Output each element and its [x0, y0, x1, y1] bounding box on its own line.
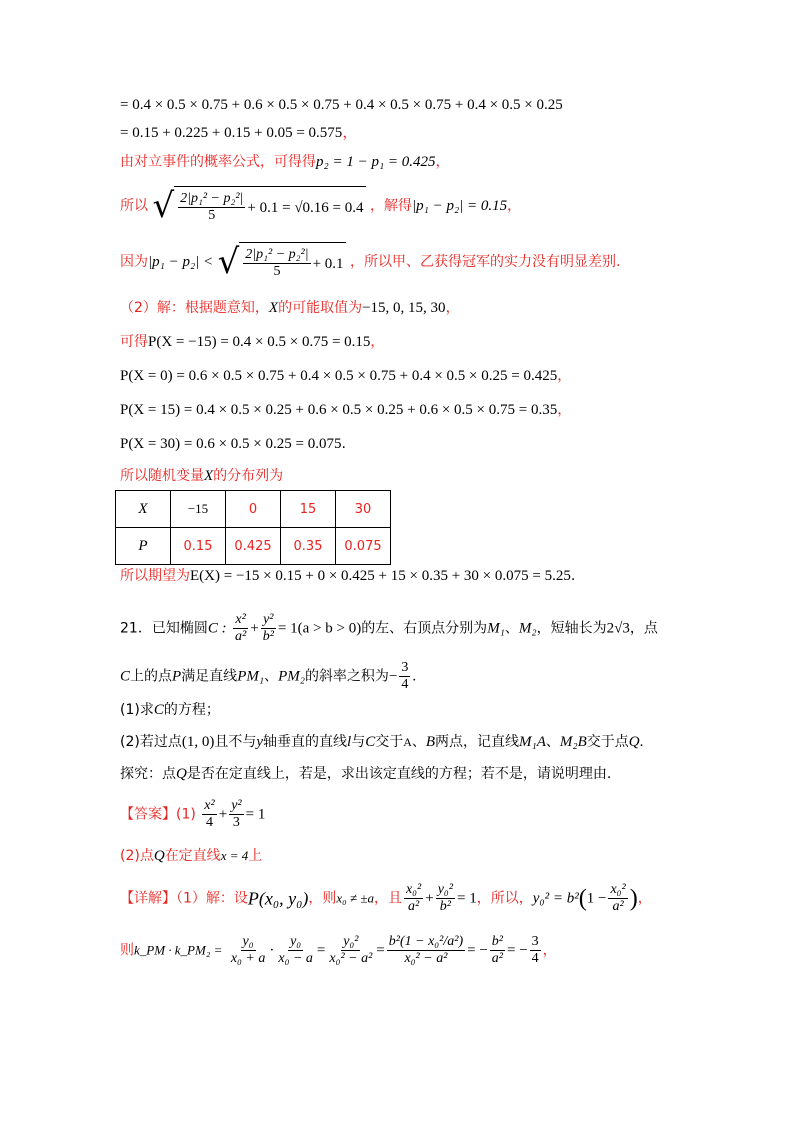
table-row [116, 491, 391, 528]
text: 所以 [120, 198, 148, 214]
symbol: = 1 [245, 806, 266, 823]
fraction: $\frac{3}{4}$ [531, 934, 539, 966]
punct: ， [445, 300, 460, 316]
punct: ， [435, 154, 450, 170]
fraction: $\frac{\text{y₀²}}{\text{x₀² − a²}}$ [329, 934, 373, 966]
calc-text: = 0.4 × 0.5 × 0.75 + 0.6 × 0.5 × 0.75 + 0.4 × 0.5 × 0.75 + 0.4 × 0.5 × 0.25 [120, 97, 563, 113]
symbol: C [365, 734, 376, 750]
prob-line-4 [120, 434, 346, 454]
fraction: $\frac{\text{x₀²}}{\text{a²}}$ [610, 882, 626, 914]
question-text: 、 [504, 620, 519, 637]
calc-line-1 [120, 95, 563, 115]
symbol: y [256, 734, 264, 750]
formula: |p₁ − p₂| = 0.15 [411, 198, 508, 214]
table-cell: 15 [281, 491, 336, 528]
question-text: 的斜率之积为 [304, 668, 389, 685]
prob-line-1 [120, 332, 384, 352]
detail-text: ，则 [308, 890, 337, 907]
detail-label: 【详解】 [120, 890, 176, 907]
formula: P(X = 30) = 0.6 × 0.5 × 0.25 = 0.075 [120, 436, 342, 452]
answer-line-1 [120, 798, 265, 831]
fraction: $\frac{\text{2|p₁² − p₂²|}}{5}$ [245, 247, 309, 279]
fraction: $\frac{\text{b²}}{\text{a²}}$ [491, 934, 503, 966]
symbol: l [347, 734, 352, 750]
symbol: . [639, 734, 644, 750]
formula: x = 4 [220, 848, 249, 863]
text: 可得 [120, 334, 148, 350]
text: 所以期望为 [120, 568, 190, 584]
distribution-caption [120, 466, 283, 486]
detail-text: ，所以， [476, 890, 533, 907]
answer-text: (1) [176, 806, 196, 823]
symbol: = [316, 942, 326, 959]
text: 所以随机变量 [120, 468, 204, 484]
detail-line-1: 【详解】（1）解：设P(x₀, y₀)，则x₀ ≠ ±a，且 $\frac{\text{x₀²}}{\text{a²}}$ + $\frac{\text{y₀²}}{\text{b²}}$ = 1，所以，y₀² = b²(1 − $\frac{\text{x₀²}}{\text{a²}}$ )， [120, 882, 652, 914]
symbol: − [388, 668, 398, 685]
punct: ， [507, 198, 522, 214]
fraction: $\frac{\text{y₀}}{\text{x₀ − a}}$ [278, 934, 313, 966]
table-cell: −15 [171, 491, 226, 528]
symbol: Q [176, 766, 187, 782]
fraction: $\frac{\text{2|p₁² − p₂²|}}{5}$ [180, 191, 244, 223]
symbol: Q [153, 848, 165, 864]
formula: x₀ ≠ ±a [336, 890, 374, 906]
table-cell: 0.15 [171, 528, 226, 565]
question-21-part-2 [120, 732, 643, 752]
formula: (1, 0) [181, 734, 215, 750]
calc-line-2 [120, 123, 357, 143]
answer-text: (2)点 [120, 848, 154, 864]
formula: |p₁ − p₂| < [148, 254, 214, 270]
variable: X [268, 300, 279, 316]
text: ，解得 [369, 198, 412, 214]
answer-text: 在定直线 [164, 848, 221, 864]
punct: . [570, 568, 576, 584]
question-text: 的左、右顶点分别为 [361, 620, 488, 637]
question-text: 且不与 [214, 734, 257, 750]
formula: −15, 0, 15, 30 [362, 300, 446, 316]
question-text: 的方程； [163, 702, 220, 718]
fraction: $\frac{\text{x²}}{\text{a²}}$ [235, 612, 247, 644]
symbol: . [412, 668, 417, 685]
text: 的分布列为 [213, 468, 284, 484]
table-cell: 30 [336, 491, 391, 528]
formula: 2√3 [606, 620, 630, 637]
punct: ， [542, 942, 557, 959]
question-text: 是否在定直线上，若是，求出该定直线的方程；若不是，请说明理由. [186, 766, 612, 782]
symbol: = [376, 942, 385, 959]
symbol: B [425, 734, 436, 750]
fraction: $\frac{\text{x₀²}}{\text{a²}}$ [405, 882, 422, 914]
symbol: C : [207, 620, 227, 637]
symbol: = − [506, 942, 528, 959]
punct: . [341, 436, 346, 452]
question-text: 、 [545, 734, 560, 750]
fraction: $\frac{\text{y²}}{\text{b²}}$ [262, 612, 274, 644]
symbol: + [250, 620, 259, 637]
symbol: M₂B [559, 734, 587, 750]
text: ，所以甲、乙获得冠军的实力没有明显差别. [350, 254, 621, 270]
fraction: $\frac{\text{y₀}}{\text{x₀ + a}}$ [230, 934, 266, 966]
question-text: (1)求 [120, 702, 154, 718]
table-cell: 0 [226, 491, 281, 528]
question-text: 交于点 [586, 734, 629, 750]
symbol: M₂ [518, 620, 537, 637]
symbol: Q [628, 734, 640, 750]
values-line [120, 298, 460, 318]
question-21-explore [120, 764, 611, 784]
question-text: 探究：点 [120, 766, 176, 782]
question-text: 、 [264, 668, 279, 685]
formula: E(X) = −15 × 0.15 + 0 × 0.425 + 15 × 0.35 + 30 × 0.075 = 5.25 [190, 568, 571, 584]
sqrt-expression: √ $\frac{\text{2|p₁² − p₂²|}}{5}$ + 0.1 = √0.16 = 0.4 [152, 186, 364, 226]
formula: k_PM · k_PM₂ = [134, 942, 223, 958]
punct: ， [370, 334, 385, 350]
formula: = 1(a > b > 0) [277, 620, 362, 637]
punct: ， [342, 125, 358, 141]
formula: y₀² = b² [532, 890, 579, 907]
text: 由对立事件的概率公式，可得得 [120, 154, 316, 170]
symbol: + [425, 890, 434, 907]
symbol: C [120, 668, 131, 685]
table-row [116, 528, 391, 565]
calc-text: = 0.15 + 0.225 + 0.15 + 0.05 = 0.575 [120, 125, 343, 141]
symbol: P [172, 668, 182, 685]
distribution-table [115, 490, 391, 565]
symbol: = 1 [457, 890, 477, 907]
fraction: $\frac{\text{x²}}{4}$ [204, 798, 215, 830]
symbol: PM₁ [237, 668, 265, 685]
question-text: 交于 [375, 734, 404, 750]
sqrt-line-2 [120, 242, 620, 282]
answer-label: 【答案】 [120, 806, 176, 823]
sqrt-expression: √ $\frac{\text{2|p₁² − p₂²|}}{5}$ + 0.1 [217, 242, 344, 282]
text: 因为 [120, 254, 148, 270]
formula: p₂ = 1 − p₁ = 0.425 [316, 154, 436, 170]
formula: P(X = 0) = 0.6 × 0.5 × 0.75 + 0.4 × 0.5 × 0.75 + 0.4 × 0.5 × 0.25 = 0.425 [120, 368, 558, 384]
prob-line-3 [120, 400, 571, 420]
table-cell: 0.075 [336, 528, 391, 565]
symbol: + [218, 806, 228, 823]
text: （2）解：根据题意知， [120, 300, 269, 316]
question-21-part-1 [120, 700, 220, 720]
text: 的可能取值为 [278, 300, 363, 316]
question-text: 满足直线 [181, 668, 238, 685]
table-cell: P [116, 528, 171, 565]
question-21-line-1 [120, 612, 658, 645]
question-text: 轴垂直的直线 [263, 734, 348, 750]
question-text: 、 [411, 734, 426, 750]
question-text: 21．已知椭圆 [120, 620, 208, 637]
punct: ， [637, 890, 652, 907]
table-cell: X [116, 491, 171, 528]
detail-text: 则 [120, 942, 134, 959]
detail-text: ，且 [373, 890, 402, 907]
symbol: A [403, 735, 412, 749]
complement-line [120, 152, 450, 172]
punct: ， [557, 402, 572, 418]
symbol: PM₂ [278, 668, 305, 685]
punct: ， [557, 368, 572, 384]
symbol: · [269, 942, 275, 959]
variable: X [204, 468, 214, 484]
fraction: $\frac{\text{y₀²}}{\text{b²}}$ [437, 882, 453, 914]
detail-line-2 [120, 934, 557, 967]
answer-line-2 [120, 846, 262, 866]
question-21-line-2 [120, 660, 416, 693]
fraction: $\frac{\text{b²(1 − x₀²/a²)}}{\text{x₀² − a²}}$ [388, 934, 464, 966]
prob-line-2 [120, 366, 571, 386]
formula: P(X = 15) = 0.4 × 0.5 × 0.25 + 0.6 × 0.5 × 0.25 + 0.6 × 0.5 × 0.75 = 0.35 [120, 402, 558, 418]
fraction: $\frac{\text{y²}}{3}$ [231, 798, 242, 830]
question-text: 两点，记直线 [435, 734, 520, 750]
question-text: ，点 [629, 620, 658, 637]
question-text: 上的点 [130, 668, 173, 685]
question-text: ，短轴长为 [536, 620, 607, 637]
formula: P(x₀, y₀) [247, 888, 309, 909]
detail-text: （1）解：设 [176, 890, 248, 907]
expectation-line [120, 566, 575, 586]
table-cell: 0.425 [226, 528, 281, 565]
answer-text: 上 [248, 848, 263, 864]
symbol: C [153, 702, 164, 718]
fraction: $\frac{3}{4}$ [401, 660, 409, 692]
symbol: = − [467, 942, 488, 959]
symbol: M₁A [519, 734, 546, 750]
question-text: 与 [351, 734, 366, 750]
symbol: M₁ [487, 620, 505, 637]
question-text: (2)若过点 [120, 734, 182, 750]
sqrt-line-1 [120, 186, 521, 226]
table-cell: 0.35 [281, 528, 336, 565]
formula: P(X = −15) = 0.4 × 0.5 × 0.75 = 0.15 [148, 334, 371, 350]
